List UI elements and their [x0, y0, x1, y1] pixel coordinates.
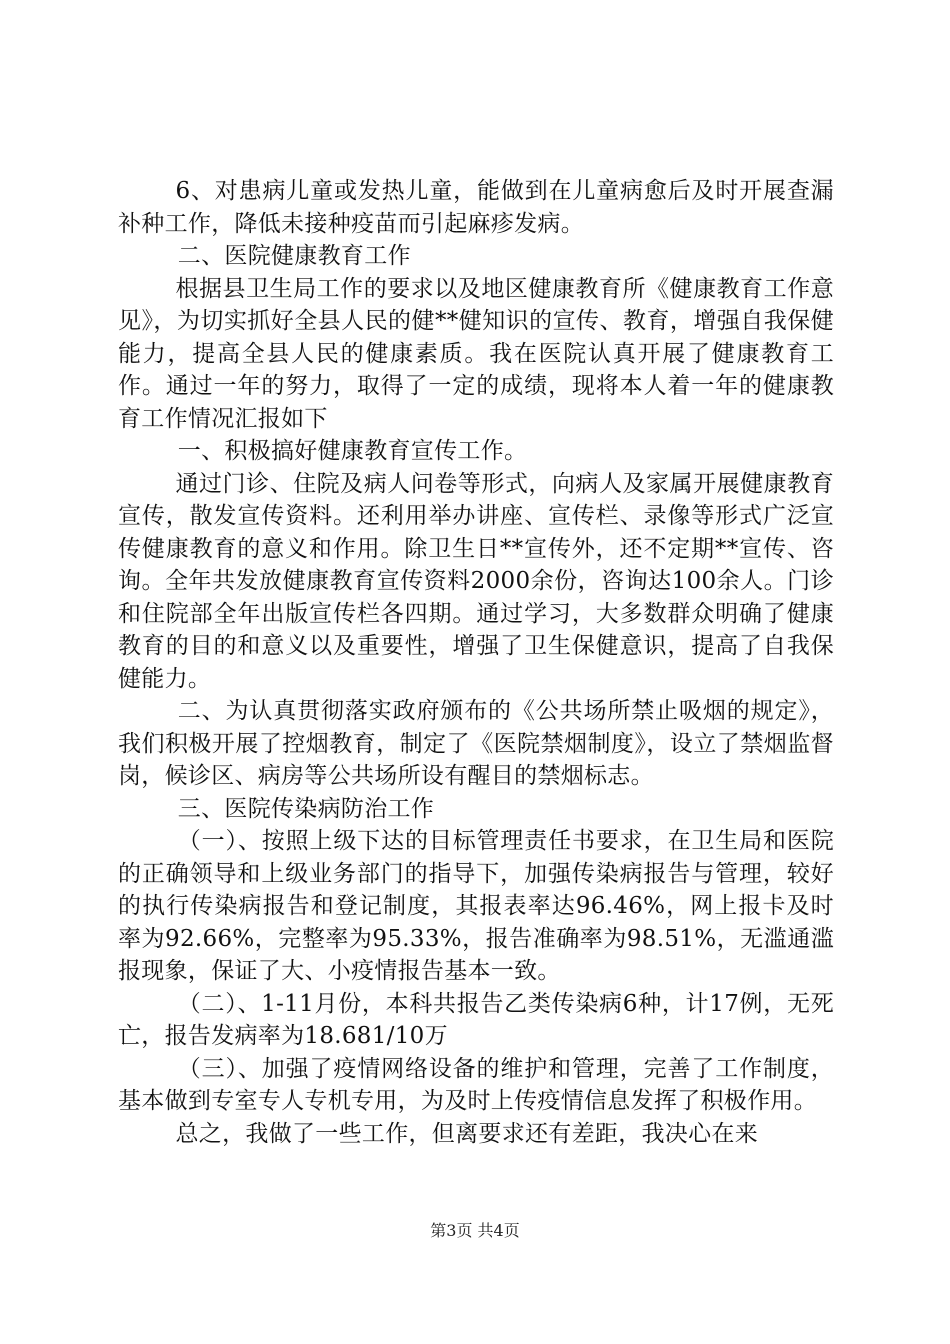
paragraph-smoking-ban: 二、为认真贯彻落实政府颁布的《公共场所禁止吸烟的规定》，我们积极开展了控烟教育，制定了《医院禁烟制度》，设立了禁烟监督岗，候诊区、病房等公共场所设有醒目的禁烟标志。	[118, 698, 834, 789]
section-heading-health-education: 二、医院健康教育工作	[177, 243, 411, 269]
paragraph-reporting-rates: （一）、按照上级下达的目标管理责任书要求，在卫生局和医院的正确领导和上级业务部门的指导下，加强传染病报告与管理，较好的执行传染病报告和登记制度，其报表率达96.46%，网上报卡及时率为92.66%，完整率为95.33%，报告准确率为98.51%，无滥通滥报现象，保证了大、小疫情报告基本一致。	[118, 828, 834, 984]
paragraph-health-education-intro: 根据县卫生局工作的要求以及地区健康教育所《健康教育工作意见》，为切实抓好全县人民的健**健知识的宣传、教育，增强自我保健能力，提高全县人民的健康素质。我在医院认真开展了健康教育工作。通过一年的努力，取得了一定的成绩，现将本人着一年的健康教育工作情况汇报如下	[118, 275, 834, 432]
paragraph-item-6: 6、对患病儿童或发热儿童，能做到在儿童病愈后及时开展查漏补种工作，降低未接种疫苗而引起麻疹发病。	[118, 178, 834, 237]
paragraph-case-counts: （二）、1-11月份，本科共报告乙类传染病6种，计17例，无死亡，报告发病率为18.681/10万	[118, 990, 834, 1049]
paragraph-network-maintenance: （三）、加强了疫情网络设备的维护和管理，完善了工作制度，基本做到专室专人专机专用，为及时上传疫情信息发挥了积极作用。	[118, 1055, 834, 1114]
subheading-publicity-work: 一、积极搞好健康教育宣传工作。	[177, 438, 528, 464]
document-body	[118, 175, 834, 1150]
paragraph-publicity-work: 通过门诊、住院及病人问卷等形式，向病人及家属开展健康教育宣传，散发宣传资料。还利用举办讲座、宣传栏、录像等形式广泛宣传健康教育的意义和作用。除卫生日**宣传外，还不定期**宣传、咨询。全年共发放健康教育宣传资料2000余份，咨询达100余人。门诊和住院部全年出版宣传栏各四期。通过学习，大多数群众明确了健康教育的目的和意义以及重要性，增强了卫生保健意识，提高了自我保健能力。	[118, 470, 834, 692]
page-number-footer: 第3页 共4页	[430, 1221, 520, 1240]
section-heading-infectious-disease: 三、医院传染病防治工作	[177, 795, 435, 822]
paragraph-summary: 总之，我做了一些工作，但离要求还有差距，我决心在来	[175, 1120, 758, 1147]
